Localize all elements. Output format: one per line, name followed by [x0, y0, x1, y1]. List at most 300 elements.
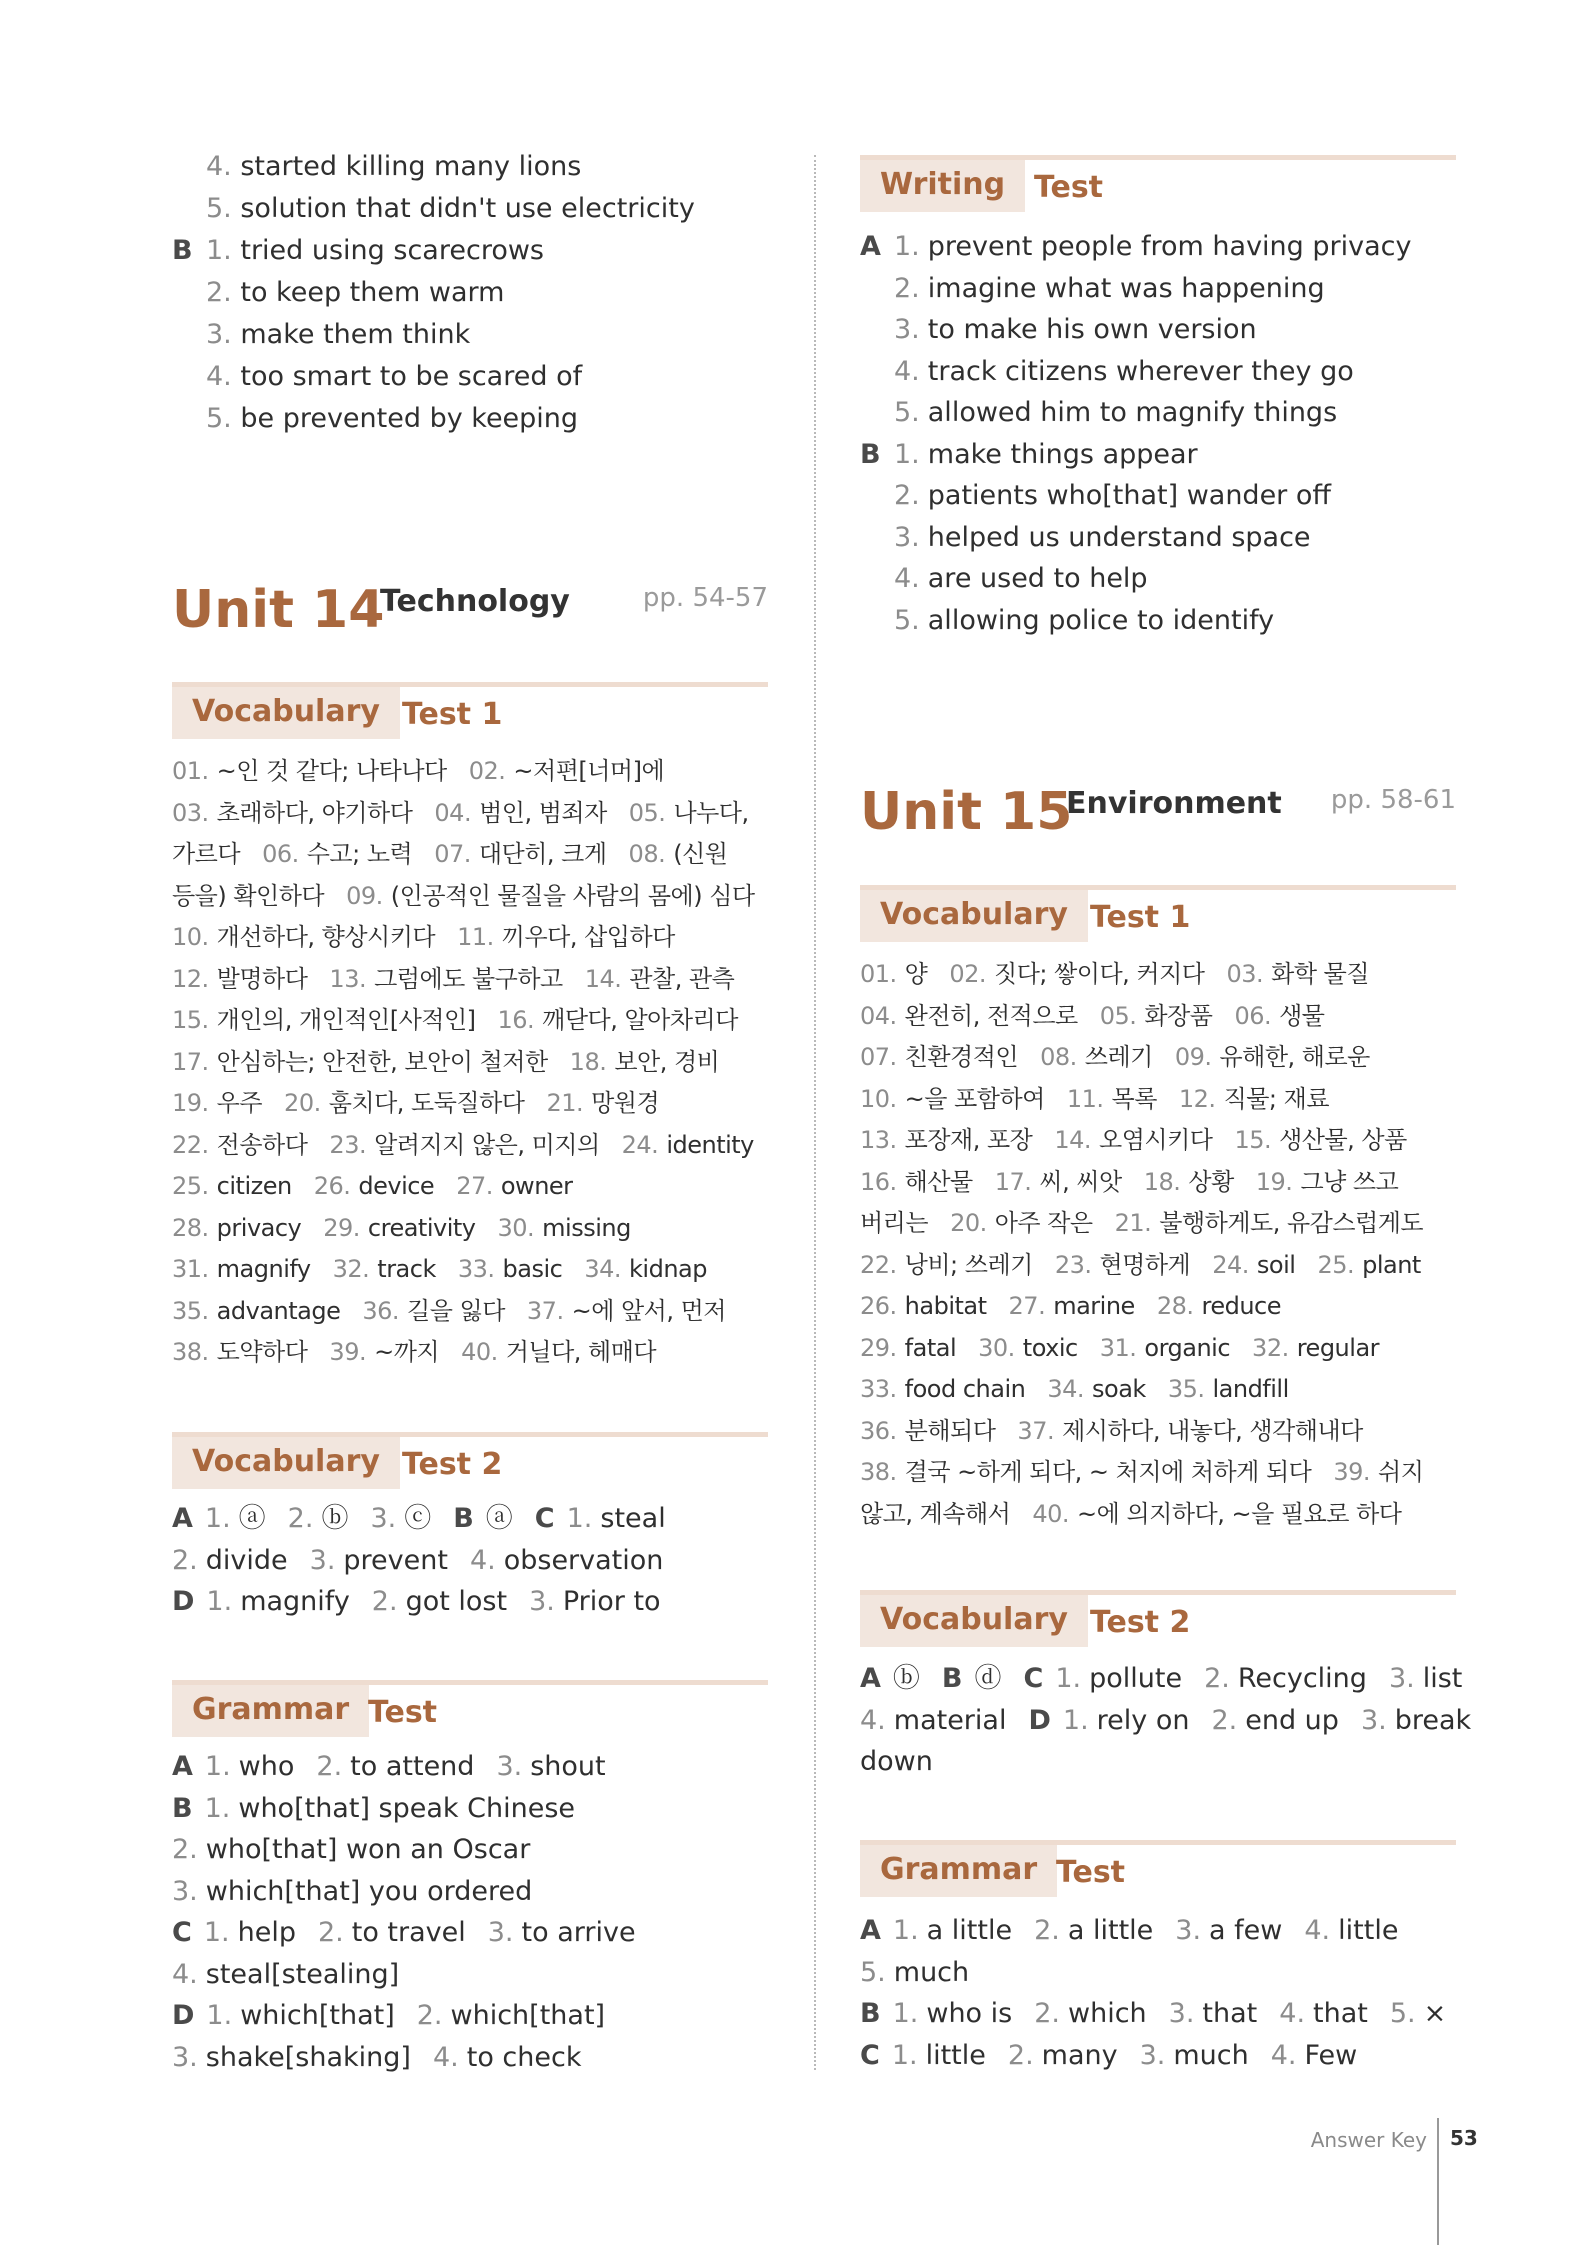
answer-item: [370, 1503, 431, 1534]
item-number: 4.: [469, 1544, 496, 1576]
item-text: 쓰레기: [1084, 1043, 1153, 1071]
item-number: 3.: [487, 1917, 514, 1948]
answer-line: [860, 1997, 1446, 2031]
item-text: ~에 의지하다, ~을 필요로 하다: [1077, 1499, 1402, 1528]
answer-item: [1226, 960, 1369, 988]
item-text: little: [925, 2039, 986, 2071]
answer-line: [172, 1750, 606, 1784]
answer-item: [469, 757, 664, 785]
answer-item: [172, 1959, 399, 1990]
item-letter: B: [860, 1998, 881, 2029]
item-text: help: [237, 1917, 296, 1948]
answer-item: [172, 1172, 292, 1200]
item-number: 27.: [1008, 1292, 1046, 1320]
item-number: 1.: [891, 2039, 918, 2071]
item-text: observation: [503, 1544, 664, 1576]
item-text: ×: [1423, 1998, 1447, 2029]
item-text: 짓다; 쌓이다, 커지다: [994, 960, 1205, 988]
item-text: 나누다,: [673, 798, 749, 827]
item-number: 2.: [1211, 1704, 1238, 1736]
item-number: 3.: [172, 2041, 198, 2073]
answer-line: [860, 1082, 1329, 1116]
answer-item: [622, 1131, 754, 1159]
item-number: 1.: [1062, 1704, 1089, 1736]
answer-item: [1279, 1998, 1368, 2029]
item-text: much: [1173, 2039, 1249, 2071]
line-number: 3.: [894, 314, 920, 345]
answer-item: [329, 1131, 599, 1159]
item-text: got lost: [405, 1586, 508, 1617]
answer-item: [1115, 1209, 1423, 1237]
answer-line: [172, 1128, 754, 1162]
item-text: kidnap: [629, 1255, 707, 1283]
item-text: (인공적인 물질을 사람의 몸에) 심다: [390, 881, 755, 910]
item-text: to attend: [350, 1751, 475, 1782]
item-text: shake[shaking]: [205, 2041, 411, 2073]
item-text: regular: [1296, 1333, 1380, 1362]
item-text: 개인의, 개인적인[사적인]: [216, 1006, 476, 1034]
item-text: soak: [1092, 1375, 1146, 1403]
answer-item: [1256, 1168, 1399, 1196]
item-text: rely on: [1096, 1704, 1190, 1736]
answer-line: [172, 318, 470, 352]
section-subtitle: Test: [1034, 170, 1104, 205]
answer-item: [860, 1458, 1311, 1486]
grammar-test-header: [172, 1680, 768, 1737]
answer-line: [860, 313, 1257, 347]
answer-line: [172, 837, 727, 871]
answer-item: [860, 1957, 969, 1988]
answer-item: [949, 960, 1204, 988]
item-number: 3.: [1360, 1704, 1387, 1736]
item-number: 1.: [206, 1586, 233, 1617]
item-text: Recycling: [1237, 1663, 1367, 1694]
item-text: 길을 잃다: [407, 1296, 505, 1325]
item-number: 25.: [1317, 1250, 1355, 1279]
answer-line: [860, 1745, 933, 1779]
line-letter: A: [860, 231, 881, 262]
item-text: 수고; 노력: [306, 840, 413, 868]
item-text: 불행하게도, 유감스럽게도: [1159, 1209, 1424, 1237]
item-text: fatal: [904, 1333, 957, 1362]
line-letter: B: [860, 438, 881, 470]
item-text: 등을) 확인하다: [172, 881, 325, 910]
answer-line: [860, 1040, 1370, 1074]
item-number: 5.: [860, 1956, 886, 1988]
line-number: 3.: [894, 521, 920, 553]
item-number: 4.: [172, 1958, 198, 1990]
answer-item: [1211, 1705, 1338, 1736]
item-text: to travel: [351, 1917, 466, 1948]
item-text: food chain: [904, 1375, 1026, 1403]
item-text: 깨닫다, 알아차리다: [542, 1006, 738, 1034]
answer-line: [860, 355, 1354, 389]
item-number: 4.: [860, 1704, 886, 1736]
answer-line: [172, 402, 578, 436]
item-number: 1.: [203, 1917, 230, 1948]
answer-line: [172, 1294, 726, 1328]
answer-line: [860, 1248, 1421, 1282]
unit-topic: Technology: [380, 584, 570, 619]
answer-item: [1389, 1663, 1462, 1694]
item-number: 38.: [172, 1338, 209, 1366]
answer-item: [433, 2042, 582, 2073]
item-text: 생물: [1279, 1001, 1325, 1030]
answer-item: [860, 1209, 928, 1237]
answer-item: [172, 1214, 301, 1242]
answer-item: [527, 1297, 726, 1325]
item-number: 22.: [860, 1250, 897, 1279]
line-text: make things appear: [927, 438, 1198, 470]
answer-line: [860, 562, 1148, 596]
section-subtitle: Test 2: [1090, 1605, 1191, 1640]
item-text: 보안, 경비: [614, 1047, 720, 1076]
item-letter: C: [860, 2039, 880, 2071]
item-number: 36.: [860, 1416, 897, 1445]
answer-item: [585, 965, 735, 993]
item-number: 18.: [1143, 1167, 1181, 1196]
answer-item: [860, 1998, 1012, 2029]
item-number: 2.: [172, 1834, 198, 1865]
item-text: to arrive: [521, 1917, 636, 1948]
answer-item: [172, 1089, 262, 1117]
item-number: 20.: [950, 1209, 987, 1237]
line-letter: B: [172, 235, 193, 266]
answer-line: [172, 920, 675, 954]
section-title: Grammar: [860, 1845, 1057, 1897]
item-number: 35.: [1167, 1375, 1205, 1403]
item-number: 19.: [172, 1089, 209, 1117]
item-letter: D: [1028, 1704, 1051, 1736]
item-number: 02.: [949, 960, 987, 988]
item-number: 1.: [566, 1503, 593, 1534]
answer-line: [172, 1045, 719, 1079]
item-number: 11.: [457, 923, 494, 951]
item-number: 39.: [1333, 1458, 1371, 1486]
item-text: basic: [502, 1255, 563, 1283]
answer-item: [172, 1338, 307, 1366]
answer-line: [172, 1958, 399, 1992]
item-number: 2.: [317, 1917, 344, 1948]
item-number: 09.: [1174, 1043, 1212, 1071]
item-text: 유해한, 해로운: [1219, 1043, 1370, 1071]
item-text: 분해되다: [904, 1416, 996, 1445]
item-number: 19.: [1255, 1167, 1293, 1196]
answer-item: [860, 1417, 995, 1445]
answer-item: [470, 1545, 663, 1576]
item-text: that: [1202, 1998, 1258, 2029]
item-text: habitat: [904, 1292, 987, 1320]
answer-item: [584, 1255, 707, 1283]
unit-title: Unit 14: [172, 580, 385, 640]
item-number: 28.: [1156, 1292, 1194, 1320]
item-number: 5.: [1389, 1998, 1416, 2029]
item-number: 2.: [1034, 1998, 1060, 2029]
vocab-test2-header: [860, 1590, 1456, 1647]
answer-item: [456, 1172, 572, 1200]
answer-line: [172, 1335, 656, 1369]
item-text: ~까지: [374, 1338, 440, 1366]
item-text: ⓐ: [238, 1503, 266, 1534]
answer-item: [172, 757, 447, 785]
item-text: 우주: [216, 1089, 263, 1117]
item-text: Prior to: [562, 1586, 661, 1617]
item-number: 22.: [172, 1130, 209, 1159]
item-number: 28.: [172, 1213, 209, 1242]
item-number: 05.: [628, 798, 666, 827]
item-text: citizen: [216, 1172, 292, 1200]
line-text: too smart to be scared of: [240, 361, 583, 392]
item-text: 오염시키다: [1099, 1126, 1213, 1154]
item-text: creativity: [367, 1213, 476, 1242]
answer-item: [950, 1209, 1093, 1237]
item-text: 가르다: [172, 840, 241, 868]
answer-item: [535, 1503, 666, 1534]
page-number: 53: [1450, 2126, 1478, 2150]
item-number: 1.: [204, 1792, 231, 1824]
line-text: to keep them warm: [240, 277, 505, 308]
item-number: 35.: [172, 1296, 209, 1325]
answer-line: [172, 1544, 663, 1578]
answer-item: [496, 1751, 605, 1782]
answer-line: [172, 276, 504, 310]
item-text: which[that]: [450, 2000, 606, 2031]
item-letter: A: [860, 1915, 881, 1946]
item-letter: C: [1023, 1663, 1044, 1694]
item-number: 2.: [416, 2000, 443, 2031]
column-divider: [814, 155, 816, 2070]
answer-item: [172, 923, 435, 951]
item-text: advantage: [216, 1296, 341, 1325]
answer-item: [1361, 1705, 1471, 1736]
item-text: (신원: [673, 840, 728, 868]
answer-line: [172, 150, 581, 184]
line-text: allowed him to magnify things: [927, 397, 1338, 428]
answer-line: [860, 957, 1369, 991]
item-text: which: [1068, 1998, 1147, 2029]
item-number: 1.: [892, 1915, 919, 1946]
answer-item: [172, 2042, 411, 2073]
answer-line: [172, 1003, 738, 1037]
item-number: 27.: [456, 1172, 493, 1200]
item-text: end up: [1245, 1704, 1339, 1736]
item-number: 2.: [371, 1586, 398, 1617]
answer-line: [860, 999, 1325, 1033]
item-number: 26.: [860, 1292, 897, 1320]
item-letter: C: [534, 1503, 555, 1534]
item-text: material: [893, 1704, 1007, 1736]
item-number: 36.: [362, 1296, 400, 1325]
line-number: 5.: [206, 193, 232, 224]
line-number: 2.: [894, 272, 920, 304]
item-number: 3.: [1175, 1915, 1202, 1946]
answer-item: [1390, 1998, 1446, 2029]
answer-line: [860, 1206, 1423, 1240]
item-text: which[that]: [240, 2000, 395, 2031]
item-number: 14.: [1054, 1126, 1092, 1154]
answer-item: [262, 840, 412, 868]
item-number: 1.: [204, 1751, 231, 1782]
answer-item: [498, 1006, 738, 1034]
line-text: started killing many lions: [240, 151, 582, 182]
answer-item: [172, 799, 412, 827]
answer-item: [860, 1168, 973, 1196]
item-text: 생산물, 상품: [1279, 1126, 1407, 1154]
answer-line: [172, 1502, 666, 1536]
answer-item: [172, 965, 307, 993]
answer-line: [172, 1792, 575, 1826]
item-number: 3.: [1168, 1998, 1195, 2029]
item-text: owner: [500, 1172, 573, 1200]
line-number: 5.: [206, 403, 232, 434]
answer-line: [172, 754, 664, 788]
item-number: 15.: [172, 1006, 209, 1034]
item-text: 목록: [1111, 1084, 1157, 1113]
item-number: 05.: [1099, 1001, 1137, 1030]
item-number: 10.: [860, 1084, 897, 1113]
line-number: 1.: [894, 231, 920, 262]
item-number: 2.: [1007, 2039, 1034, 2071]
item-text: 알려지지 않은, 미지의: [374, 1130, 600, 1159]
item-text: to check: [466, 2041, 582, 2073]
answer-line: [860, 272, 1325, 306]
item-text: ~에 앞서, 먼저: [571, 1296, 726, 1325]
answer-item: [1040, 1043, 1153, 1071]
answer-item: [172, 1297, 340, 1325]
item-text: ~인 것 같다; 나타나다: [216, 757, 447, 785]
line-number: 2.: [206, 277, 232, 308]
item-text: a little: [1067, 1915, 1154, 1946]
answer-item: [1252, 1334, 1379, 1362]
item-text: 낭비; 쓰레기: [904, 1250, 1033, 1279]
answer-item: [1017, 1417, 1362, 1445]
answer-item: [1100, 1334, 1230, 1362]
answer-item: [1054, 1126, 1212, 1154]
answer-item: [310, 1545, 448, 1576]
section-subtitle: Test: [368, 1695, 438, 1730]
line-text: helped us understand space: [927, 521, 1311, 553]
item-text: 친환경적인: [904, 1043, 1019, 1071]
item-text: break: [1394, 1704, 1472, 1736]
answer-item: [172, 1793, 575, 1824]
item-text: ⓓ: [974, 1663, 1002, 1694]
item-number: 04.: [434, 798, 472, 827]
answer-item: [1144, 1168, 1234, 1196]
item-letter: D: [172, 1586, 195, 1617]
answer-item: [498, 1214, 631, 1242]
line-text: to make his own version: [927, 314, 1257, 345]
answer-item: [434, 799, 606, 827]
item-text: toxic: [1022, 1333, 1078, 1362]
answer-item: [860, 1334, 956, 1362]
item-letter: C: [172, 1917, 192, 1948]
unit-topic: Environment: [1066, 786, 1282, 821]
item-number: 2.: [287, 1503, 314, 1534]
answer-item: [860, 1292, 987, 1320]
answer-line: [172, 1875, 532, 1909]
answer-item: [172, 882, 324, 910]
answer-line: [860, 1331, 1379, 1365]
answer-item: [461, 1338, 656, 1366]
item-number: 04.: [860, 1001, 897, 1030]
item-text: 전송하다: [216, 1130, 308, 1159]
answer-item: [1034, 1998, 1146, 2029]
answer-item: [172, 2000, 395, 2031]
item-number: 08.: [628, 840, 666, 868]
item-number: 16.: [860, 1167, 897, 1196]
grammar-test-header: [860, 1840, 1456, 1897]
answer-item: [860, 1002, 1078, 1030]
item-number: 23.: [1054, 1250, 1092, 1279]
item-text: marine: [1053, 1292, 1135, 1320]
item-number: 38.: [860, 1458, 897, 1486]
answer-item: [1055, 1251, 1190, 1279]
answer-item: [316, 1751, 474, 1782]
answer-item: [1140, 2040, 1249, 2071]
item-text: which[that] you ordered: [205, 1875, 533, 1907]
answer-line: [172, 1086, 659, 1120]
item-number: 33.: [860, 1375, 897, 1403]
answer-item: [453, 1503, 513, 1534]
answer-item: [318, 1917, 466, 1948]
answer-item: [1009, 1292, 1135, 1320]
item-text: 화장품: [1144, 1001, 1213, 1030]
item-text: ⓒ: [404, 1503, 432, 1534]
answer-line: [860, 438, 1198, 472]
answer-item: [1032, 1500, 1401, 1528]
item-number: 29.: [860, 1333, 897, 1362]
answer-item: [1024, 1663, 1183, 1694]
section-subtitle: Test 1: [402, 697, 503, 732]
item-letter: B: [941, 1663, 963, 1694]
answer-line: [860, 1123, 1407, 1157]
answer-line: [172, 1252, 707, 1286]
item-text: shout: [530, 1751, 606, 1782]
item-number: 14.: [584, 964, 622, 993]
answer-line: [860, 1704, 1471, 1738]
item-text: prevent: [343, 1544, 448, 1576]
answer-item: [1008, 2040, 1118, 2071]
item-letter: D: [172, 2000, 195, 2031]
answer-item: [314, 1172, 435, 1200]
answer-line: [172, 1916, 636, 1950]
answer-item: [172, 1834, 530, 1865]
answer-item: [346, 882, 755, 910]
answer-item: [488, 1917, 636, 1948]
item-number: 07.: [860, 1043, 897, 1071]
answer-item: [1157, 1292, 1281, 1320]
item-number: 06.: [1234, 1001, 1272, 1030]
item-number: 2.: [1204, 1663, 1230, 1694]
item-text: that: [1313, 1998, 1368, 2029]
item-number: 20.: [284, 1089, 321, 1117]
answer-item: [329, 1338, 439, 1366]
item-number: 3.: [496, 1751, 523, 1782]
section-title: Vocabulary: [172, 1437, 400, 1489]
answer-line: [860, 1662, 1462, 1696]
answer-item: [1317, 1251, 1420, 1279]
section-title: Grammar: [172, 1685, 369, 1737]
answer-item: [860, 1705, 1006, 1736]
item-text: reduce: [1201, 1292, 1281, 1320]
item-number: 4.: [432, 2041, 459, 2073]
item-text: list: [1422, 1663, 1463, 1694]
answer-line: [172, 962, 734, 996]
item-number: 37.: [1017, 1416, 1055, 1445]
answer-item: [529, 1586, 660, 1617]
answer-line: [860, 479, 1331, 513]
item-text: 버리는: [860, 1209, 929, 1237]
